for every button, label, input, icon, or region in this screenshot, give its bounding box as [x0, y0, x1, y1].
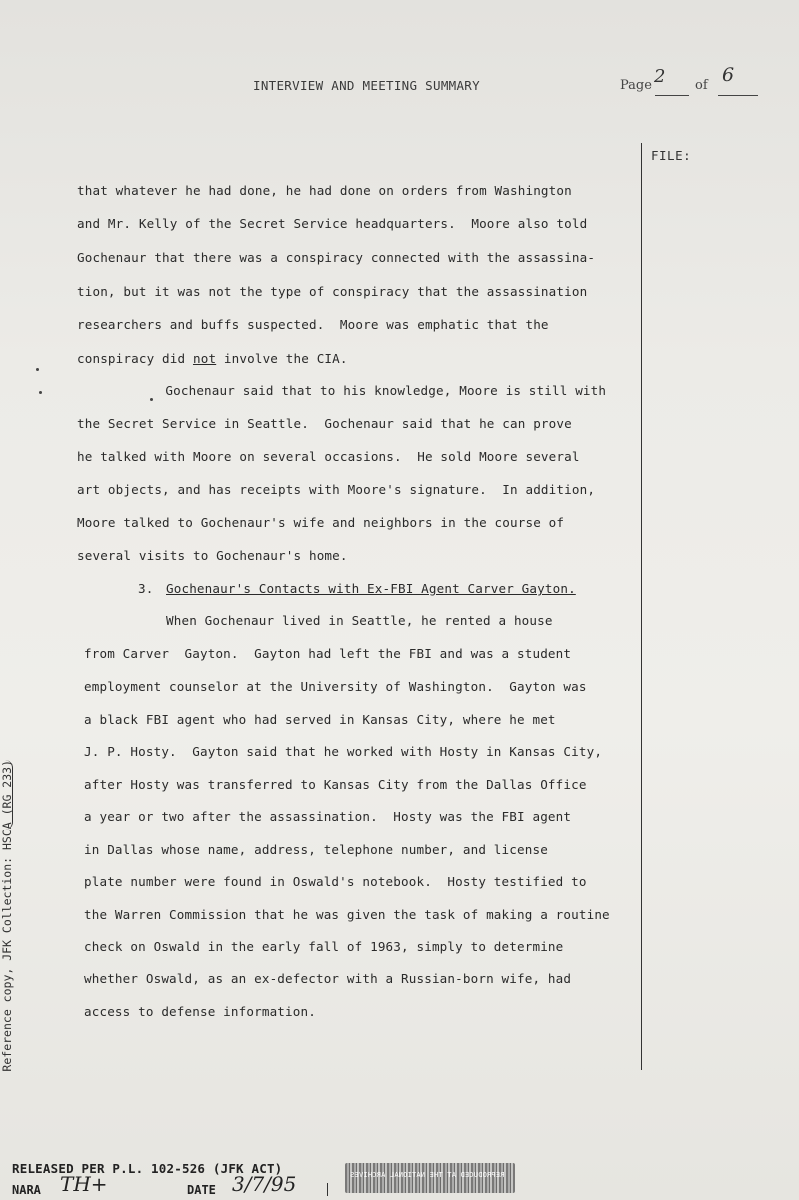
- body-line: a year or two after the assassination. Hosty was the FBI agent: [84, 809, 572, 824]
- body-line: several visits to Gochenaur's home.: [77, 548, 348, 563]
- separator: [327, 1183, 328, 1196]
- section-number: 3.: [138, 581, 154, 596]
- page-label: Page: [620, 78, 652, 93]
- body-line: the Warren Commission that he was given the task of making a routine: [84, 907, 610, 922]
- body-line: J. P. Hosty. Gayton said that he worked with Hosty in Kansas City,: [84, 744, 603, 759]
- page-number-underline: [655, 95, 689, 96]
- page-total-underline: [718, 95, 758, 96]
- speck: [36, 368, 39, 371]
- body-line: [77, 351, 348, 366]
- body-line: researchers and buffs suspected. Moore was emphatic that the: [77, 317, 549, 332]
- page-total: 6: [722, 64, 735, 86]
- body-line: that whatever he had done, he had done on orders from Washington: [77, 183, 572, 198]
- side-bracket-mark: [0, 760, 13, 830]
- body-line: Moore talked to Gochenaur's wife and neighbors in the course of: [77, 515, 565, 530]
- body-line: employment counselor at the University of Washington. Gayton was: [84, 679, 587, 694]
- body-line: he talked with Moore on several occasions. He sold Moore several: [77, 449, 580, 464]
- body-line: after Hosty was transferred to Kansas City from the Dallas Office: [84, 777, 587, 792]
- body-line: from Carver Gayton. Gayton had left the FBI and was a student: [84, 646, 572, 661]
- body-text: involve the CIA.: [216, 351, 348, 366]
- speck: [39, 391, 42, 394]
- body-line: When Gochenaur lived in Seattle, he rented a house: [166, 613, 553, 628]
- date-value: 3/7/95: [232, 1172, 297, 1196]
- nara-signature: TH+: [60, 1172, 108, 1196]
- archives-stamp-text: REPRODUCED AT THE NATIONAL ARCHIVES: [350, 1171, 505, 1179]
- body-line: Gochenaur said that to his knowledge, Moore is still with: [119, 383, 607, 398]
- file-label: FILE:: [651, 148, 692, 163]
- underlined-word: not: [192, 351, 217, 366]
- release-line: RELEASED PER P.L. 102-526 (JFK ACT): [12, 1161, 283, 1176]
- body-line: access to defense information.: [84, 1004, 316, 1019]
- reference-copy-note: Reference copy, JFK Collection: HSCA (RG 233): [0, 760, 14, 1072]
- document-title: INTERVIEW AND MEETING SUMMARY: [253, 78, 480, 93]
- body-line: Gochenaur that there was a conspiracy connected with the assassina-: [77, 250, 596, 265]
- body-line: whether Oswald, as an ex-defector with a Russian-born wife, had: [84, 971, 572, 986]
- body-line: tion, but it was not the type of conspiracy that the assassination: [77, 284, 588, 299]
- speck: [150, 398, 153, 401]
- body-line: the Secret Service in Seattle. Gochenaur said that he can prove: [77, 416, 572, 431]
- section-heading: Gochenaur's Contacts with Ex-FBI Agent Carver Gayton.: [166, 581, 576, 596]
- body-line: a black FBI agent who had served in Kansas City, where he met: [84, 712, 556, 727]
- margin-rule: [641, 143, 642, 1070]
- page-number: 2: [654, 66, 666, 87]
- of-label: of: [695, 78, 708, 93]
- body-text: conspiracy did: [77, 351, 193, 366]
- body-line: in Dallas whose name, address, telephone number, and license: [84, 842, 548, 857]
- date-label: DATE: [187, 1183, 216, 1197]
- body-line: check on Oswald in the early fall of 1963, simply to determine: [84, 939, 564, 954]
- body-line: art objects, and has receipts with Moore's signature. In addition,: [77, 482, 596, 497]
- nara-label: NARA: [12, 1183, 41, 1197]
- body-line: plate number were found in Oswald's notebook. Hosty testified to: [84, 874, 587, 889]
- body-line: and Mr. Kelly of the Secret Service headquarters. Moore also told: [77, 216, 588, 231]
